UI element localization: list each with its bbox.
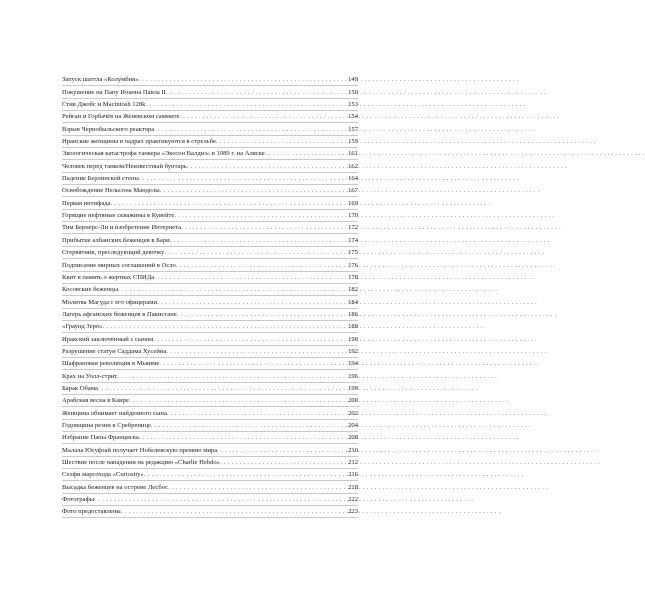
- toc-entry-page-number: 176: [348, 261, 358, 269]
- toc-entry: [62, 74, 358, 86]
- toc-entry-page-number: 174: [348, 236, 358, 244]
- dot-leader: [98, 384, 342, 394]
- toc-entry-page-number: 178: [348, 273, 358, 281]
- toc-entry-page-number: 172: [348, 224, 358, 232]
- dot-leader: [167, 409, 342, 419]
- toc-entry: [62, 309, 358, 321]
- toc-entry-page-number: 188: [348, 323, 358, 331]
- dot-leader: [154, 273, 342, 283]
- toc-entry-title: Лагерь афганских беженцев в Пакистане: [62, 310, 177, 318]
- toc-entry: [62, 333, 358, 345]
- dot-leader: [111, 199, 342, 209]
- toc-entry-page-number: 167: [348, 187, 358, 195]
- dot-leader: [94, 495, 342, 505]
- toc-entry-title: Разрушение статуи Саддама Хусейна: [62, 347, 167, 355]
- table-of-contents: [62, 74, 358, 518]
- toc-entry-title: Годовщина резни в Сребренице: [62, 421, 151, 429]
- toc-entry-page-number: 192: [348, 347, 358, 355]
- toc-entry: [62, 420, 358, 432]
- toc-entry-page-number: 222: [348, 496, 358, 504]
- toc-entry: [62, 444, 358, 456]
- toc-entry-page-number: 153: [348, 101, 358, 109]
- dot-leader: [265, 149, 342, 159]
- dot-leader: [187, 162, 342, 172]
- toc-entry: [62, 222, 358, 234]
- toc-entry-page-number: 199: [348, 384, 358, 392]
- toc-entry-title: «Граунд Зеро»: [62, 323, 103, 331]
- toc-entry-title: Взрыв Чернобыльского реактора: [62, 125, 155, 133]
- toc-entry-page-number: 164: [348, 175, 358, 183]
- toc-entry-title: Экологическая катастрофа танкера «Экссон Валдиз» в 1989 г. на Аляске: [62, 150, 265, 158]
- toc-entry: [62, 99, 358, 111]
- dot-leader: [216, 137, 342, 147]
- toc-entry: [62, 247, 358, 259]
- toc-entry-page-number: 175: [348, 249, 358, 257]
- dot-leader: [168, 483, 342, 493]
- toc-entry: [62, 296, 358, 308]
- toc-entry: [62, 284, 358, 296]
- toc-entry: [62, 185, 358, 197]
- dot-leader: [139, 75, 342, 85]
- toc-entry: [62, 469, 358, 481]
- dot-leader: [121, 507, 342, 517]
- dot-leader: [176, 261, 342, 271]
- toc-entry: [62, 234, 358, 246]
- dot-leader: [129, 396, 342, 406]
- toc-entry-page-number: 149: [348, 76, 358, 84]
- toc-entry-page-number: 162: [348, 162, 358, 170]
- toc-entry: [62, 346, 358, 358]
- toc-entry-page-number: 161: [348, 150, 358, 158]
- toc-entry-page-number: 200: [348, 397, 358, 405]
- toc-entry-page-number: 202: [348, 409, 358, 417]
- toc-entry-page-number: 190: [348, 335, 358, 343]
- dot-leader: [153, 335, 342, 345]
- toc-entry-title: Освобождение Нельсона Манделы: [62, 187, 160, 195]
- toc-entry-title: Высадка беженцев на острове Лесбос: [62, 483, 169, 491]
- toc-entry-title: Человек перед танком/Неизвестный бунтарь: [62, 162, 187, 170]
- dot-leader: [166, 347, 342, 357]
- toc-entry-title: Фото предоставлены: [62, 508, 121, 516]
- toc-entry-title: Шафрановая революция в Мьянме: [62, 360, 160, 368]
- toc-entry: [62, 494, 358, 506]
- toc-entry-title: Избрание Папы Франциска: [62, 434, 139, 442]
- toc-entry-title: Барак Обама: [62, 384, 98, 392]
- toc-entry-title: Рейган и Горбачёв на Женевском саммите: [62, 113, 180, 121]
- toc-entry: [62, 506, 358, 518]
- dot-leader: [139, 174, 342, 184]
- toc-entry-title: Крах на Уолл-стрит: [62, 372, 118, 380]
- toc-entry-page-number: 186: [348, 310, 358, 318]
- toc-entry: [62, 370, 358, 382]
- dot-leader: [220, 458, 342, 468]
- toc-entry: [62, 111, 358, 123]
- toc-entry-title: Тим Бернерс-Ли и изобретение Интернета: [62, 224, 182, 232]
- toc-entry-page-number: 210: [348, 446, 358, 454]
- toc-entry: [62, 148, 358, 160]
- dot-leader: [181, 223, 342, 233]
- dot-leader: [177, 310, 342, 320]
- toc-entry-page-number: 184: [348, 298, 358, 306]
- toc-entry-page-number: 208: [348, 434, 358, 442]
- toc-entry-page-number: 169: [348, 199, 358, 207]
- dot-leader: [103, 322, 342, 332]
- toc-entry: [62, 160, 358, 172]
- toc-entry-title: Стервятник, преследующий девочку: [62, 249, 165, 257]
- toc-entry: [62, 407, 358, 419]
- toc-entry-title: Запуск шаттла «Колумбия»: [62, 76, 139, 84]
- toc-entry-page-number: 150: [348, 88, 358, 96]
- dot-leader: [166, 88, 342, 98]
- toc-entry: [62, 457, 358, 469]
- toc-entry: [62, 173, 358, 185]
- toc-entry-title: Иракский заключённый с сыном: [62, 335, 154, 343]
- toc-entry-page-number: 194: [348, 360, 358, 368]
- toc-entry-title: Падение Берлинской стены: [62, 175, 139, 183]
- toc-entry-page-number: 204: [348, 421, 358, 429]
- toc-entry-page-number: 154: [348, 113, 358, 121]
- toc-entry-title: Молитва Магуда с его офицерами: [62, 298, 157, 306]
- dot-leader: [157, 298, 342, 308]
- toc-entry-title: Малала Юсуфзай получает Нобелевскую премию мира: [62, 446, 218, 454]
- toc-entry-title: Селфи марсохода «Curiosity»: [62, 471, 144, 479]
- toc-entry: [62, 383, 358, 395]
- toc-entry: [62, 272, 358, 284]
- toc-entry-page-number: 196: [348, 372, 358, 380]
- toc-entry-page-number: 223: [348, 508, 358, 516]
- toc-entry: [62, 86, 358, 98]
- dot-leader: [118, 285, 342, 295]
- toc-entry-page-number: 159: [348, 138, 358, 146]
- dot-leader: [217, 446, 342, 456]
- toc-entry: [62, 358, 358, 370]
- toc-entry-title: Фотографы: [62, 496, 95, 504]
- dot-leader: [145, 100, 342, 110]
- toc-entry: [62, 259, 358, 271]
- toc-entry-title: Иранские женщины в чадрах практикуются в стрельбе: [62, 138, 216, 146]
- toc-entry-title: Подписание мирных соглашений в Осло: [62, 261, 176, 269]
- dot-leader: [117, 372, 342, 382]
- toc-entry-title: Женщина обнимает найденного сына: [62, 409, 167, 417]
- toc-entry-title: Шествие после нападения на редакцию «Charlie Hebdo»: [62, 459, 220, 466]
- dot-leader: [139, 433, 342, 443]
- toc-entry-title: Арабская весна в Каире: [62, 397, 129, 405]
- toc-entry-page-number: 216: [348, 471, 358, 479]
- toc-entry: [62, 123, 358, 135]
- toc-entry-page-number: 212: [348, 459, 358, 466]
- dot-leader: [174, 211, 342, 221]
- toc-entry-title: Прибытие албанских беженцев в Бари: [62, 236, 170, 244]
- dot-leader: [164, 248, 342, 258]
- toc-entry-title: Косовские беженцы: [62, 286, 119, 294]
- dot-leader: [179, 112, 342, 122]
- toc-entry-page-number: 182: [348, 286, 358, 294]
- toc-entry: [62, 136, 358, 148]
- toc-entry: [62, 481, 358, 493]
- toc-entry-page-number: 218: [348, 483, 358, 491]
- dot-leader: [151, 421, 342, 431]
- dot-leader: [159, 359, 342, 369]
- toc-entry-title: Первая интифада: [62, 199, 111, 207]
- toc-entry: [62, 197, 358, 209]
- dot-leader: [160, 186, 342, 196]
- dot-leader: [154, 125, 342, 135]
- toc-entry-title: Стив Джобс и Macintosh 128k: [62, 101, 146, 109]
- toc-entry-title: Горящие нефтяные скважины в Кувейте: [62, 212, 175, 220]
- toc-entry-title: Квит в память о жертвах СПИДа: [62, 273, 155, 281]
- toc-entry-page-number: 157: [348, 125, 358, 133]
- toc-entry: [62, 321, 358, 333]
- toc-entry-page-number: 170: [348, 212, 358, 220]
- toc-entry-title: Покушение на Папу Иоанна Павла II: [62, 88, 166, 96]
- dot-leader: [170, 236, 342, 246]
- toc-entry: [62, 210, 358, 222]
- toc-entry: [62, 395, 358, 407]
- toc-entry: [62, 432, 358, 444]
- dot-leader: [144, 470, 342, 480]
